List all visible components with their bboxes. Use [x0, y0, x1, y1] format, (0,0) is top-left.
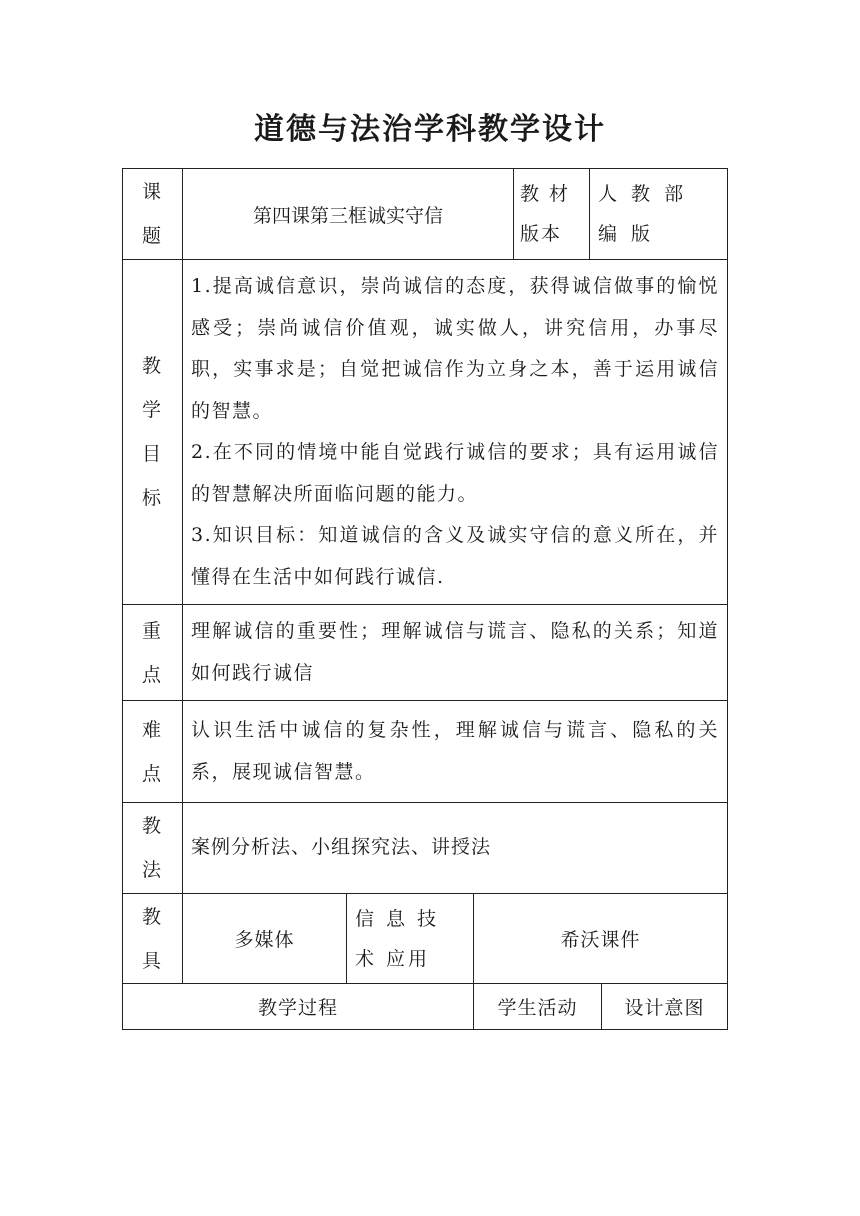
objectives-row — [123, 260, 728, 605]
objectives-content — [183, 260, 728, 605]
methods-value: 案例分析法、小组探究法、讲授法 — [183, 803, 728, 894]
key-points-row — [123, 605, 728, 701]
textbook-label: 教 材 版本 — [514, 169, 590, 260]
process-header: 教学过程 — [123, 984, 474, 1030]
it-label: 信 息 技 术 应用 — [347, 894, 474, 984]
topic-value: 第四课第三框诚实守信 — [183, 169, 514, 260]
design-intent-header: 设计意图 — [602, 984, 728, 1030]
objective-item: 1.提高诚信意识，崇尚诚信的态度，获得诚信做事的愉悦感受；崇尚诚信价值观，诚实做人，讲究信用，办事尽职，实事求是；自觉把诚信作为立身之本，善于运用诚信的智慧。 — [191, 275, 720, 422]
process-header-row — [123, 984, 728, 1030]
difficulties-row — [123, 701, 728, 803]
textbook-value: 人 教 部 编 版 — [590, 169, 728, 260]
objective-item: 3.知识目标：知道诚信的含义及诚实守信的意义所在，并懂得在生活中如何践行诚信. — [191, 524, 720, 588]
tools-row — [123, 894, 728, 984]
objectives-label: 教 学 目 标 — [123, 260, 183, 605]
it-value: 希沃课件 — [474, 894, 728, 984]
topic-row — [123, 169, 728, 260]
objective-item: 2.在不同的情境中能自觉践行诚信的要求；具有运用诚信的智慧解决所面临问题的能力。 — [191, 441, 720, 505]
methods-row — [123, 803, 728, 894]
key-points-value: 理解诚信的重要性；理解诚信与谎言、隐私的关系；知道如何践行诚信 — [183, 605, 728, 701]
tools-label: 教 具 — [123, 894, 183, 984]
topic-label: 课 题 — [123, 169, 183, 260]
key-points-label: 重 点 — [123, 605, 183, 701]
document-title: 道德与法治学科教学设计 — [254, 112, 606, 147]
student-activity-header: 学生活动 — [474, 984, 602, 1030]
lesson-plan-table — [122, 168, 728, 1030]
difficulties-label: 难 点 — [123, 701, 183, 803]
methods-label: 教 法 — [123, 803, 183, 894]
tools-value: 多媒体 — [183, 894, 347, 984]
difficulties-value: 认识生活中诚信的复杂性，理解诚信与谎言、隐私的关系，展现诚信智慧。 — [183, 701, 728, 803]
